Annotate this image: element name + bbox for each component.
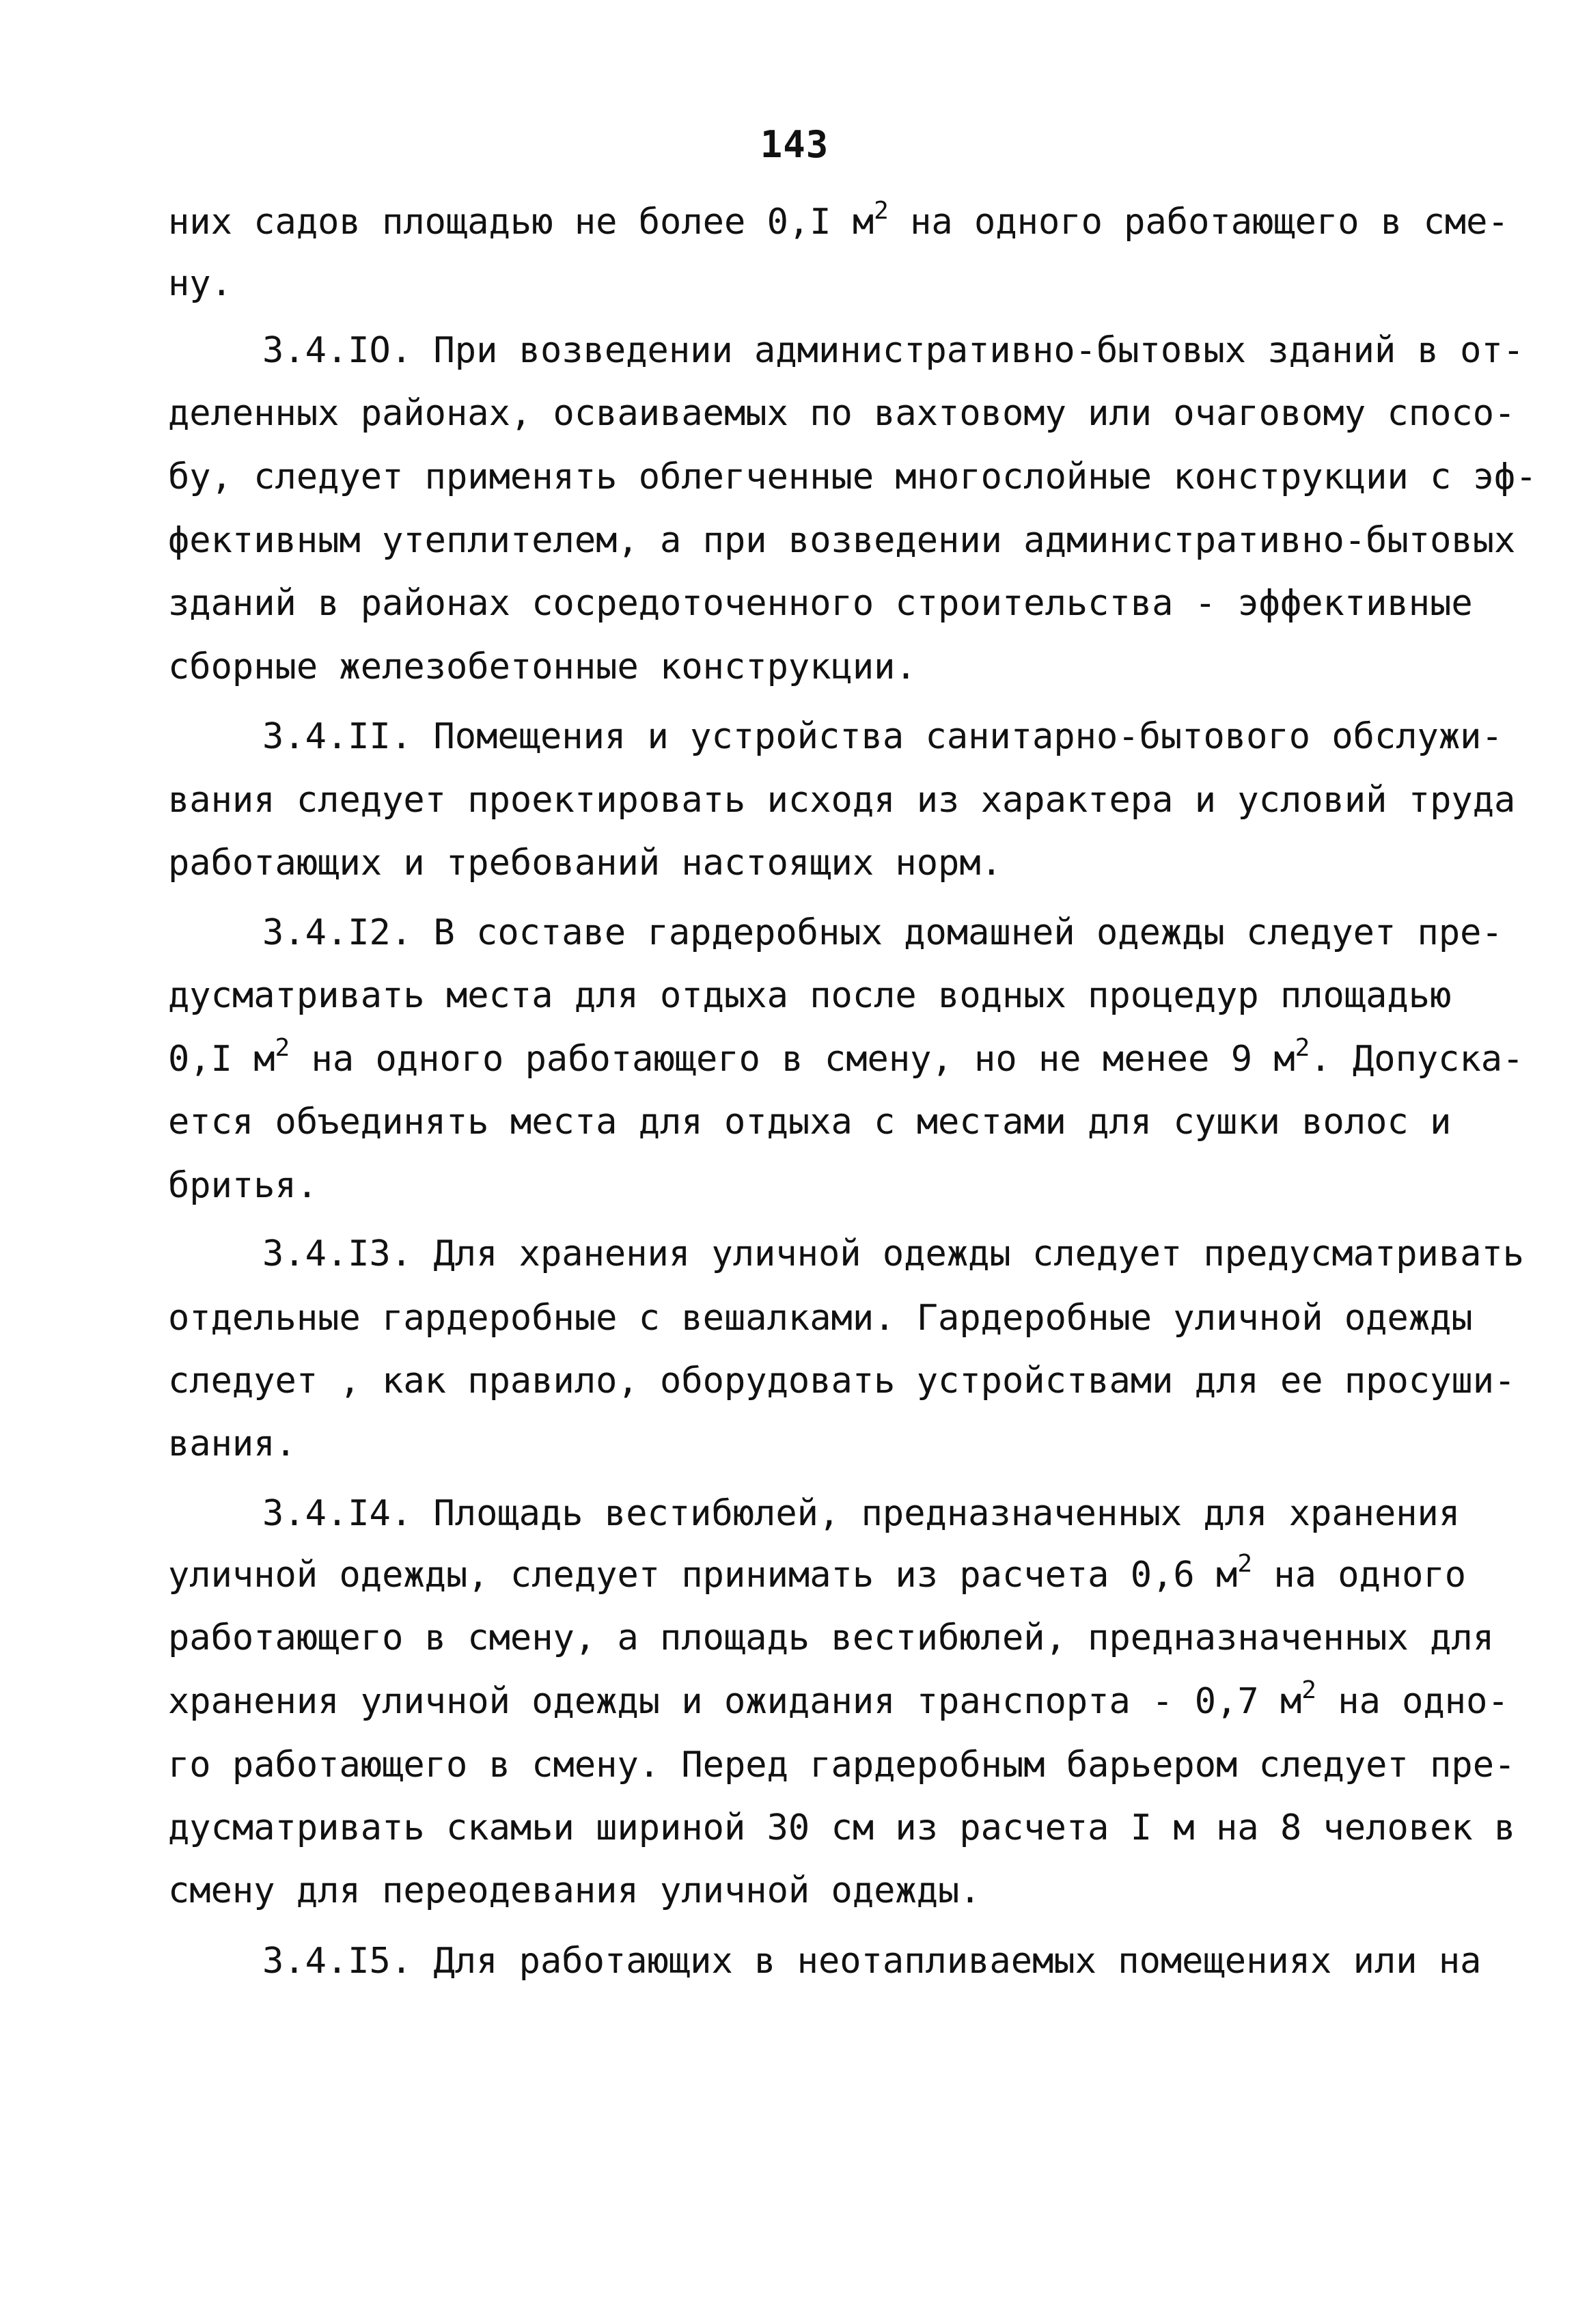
text-line: них садов площадью не более 0,I $м^2$ на одного работающего в сме- xyxy=(168,197,1509,243)
text-line: дусматривать скамьи шириной 30 см из расчета I м на 8 человек в xyxy=(168,1807,1516,1848)
text-line: деленных районах, осваиваемых по вахтовому или очаговому спосо- xyxy=(168,393,1516,434)
text-line: смену для переодевания уличной одежды. xyxy=(168,1870,981,1911)
text-line: дусматривать места для отдыха после водных процедур площадью xyxy=(168,975,1452,1016)
text-line: уличной одежды, следует принимать из расчета 0,6 $м^2$ на одного xyxy=(168,1550,1467,1596)
paragraph-3-4-15-start: 3.4.I5. Для работающих в неотапливаемых помещениях или на xyxy=(262,1941,1482,1982)
paragraph-3-4-14-start: 3.4.I4. Площадь вестибюлей, предназначенных для хранения xyxy=(262,1493,1461,1534)
text-line: сборные железобетонные конструкции. xyxy=(168,646,917,687)
text-line: зданий в районах сосредоточенного строительства - эффективные xyxy=(168,583,1473,624)
paragraph-3-4-12-start: 3.4.I2. В составе гардеробных домашней одежды следует пре- xyxy=(262,912,1503,953)
text-line: работающего в смену, а площадь вестибюлей, предназначенных для xyxy=(168,1617,1495,1658)
paragraph-3-4-11-start: 3.4.II. Помещения и устройства санитарно-бытового обслужи- xyxy=(262,716,1503,757)
text-line: отдельные гардеробные с вешалками. Гардеробные уличной одежды xyxy=(168,1298,1473,1339)
paragraph-3-4-10-start: 3.4.IO. При возведении административно-бытовых зданий в от- xyxy=(262,330,1525,371)
text-line: бу, следует применять облегченные многослойные конструкции с эф- xyxy=(168,456,1537,497)
text-line: вания. xyxy=(168,1423,296,1464)
text-line: 0,I $м^2$ на одного работающего в смену, но не менее 9 $м^2$. Допуска- xyxy=(168,1034,1524,1080)
page-number: 143 xyxy=(760,123,829,166)
text-line: хранения уличной одежды и ожидания транспорта - 0,7 $м^2$ на одно- xyxy=(168,1676,1509,1722)
paragraph-3-4-13-start: 3.4.I3. Для хранения уличной одежды следует предусматривать xyxy=(262,1233,1525,1274)
text-line: работающих и требований настоящих норм. xyxy=(168,843,1002,884)
text-line: вания следует проектировать исходя из характера и условий труда xyxy=(168,780,1516,821)
text-line: фективным утеплителем, а при возведении административно-бытовых xyxy=(168,520,1516,561)
text-line: следует , как правило, оборудовать устройствами для ее просуши- xyxy=(168,1361,1516,1402)
text-line: го работающего в смену. Перед гардеробным барьером следует пре- xyxy=(168,1745,1516,1786)
text-line: ну. xyxy=(168,263,232,304)
text-line: бритья. xyxy=(168,1165,318,1206)
text-line: ется объединять места для отдыха с местами для сушки волос и xyxy=(168,1102,1452,1143)
